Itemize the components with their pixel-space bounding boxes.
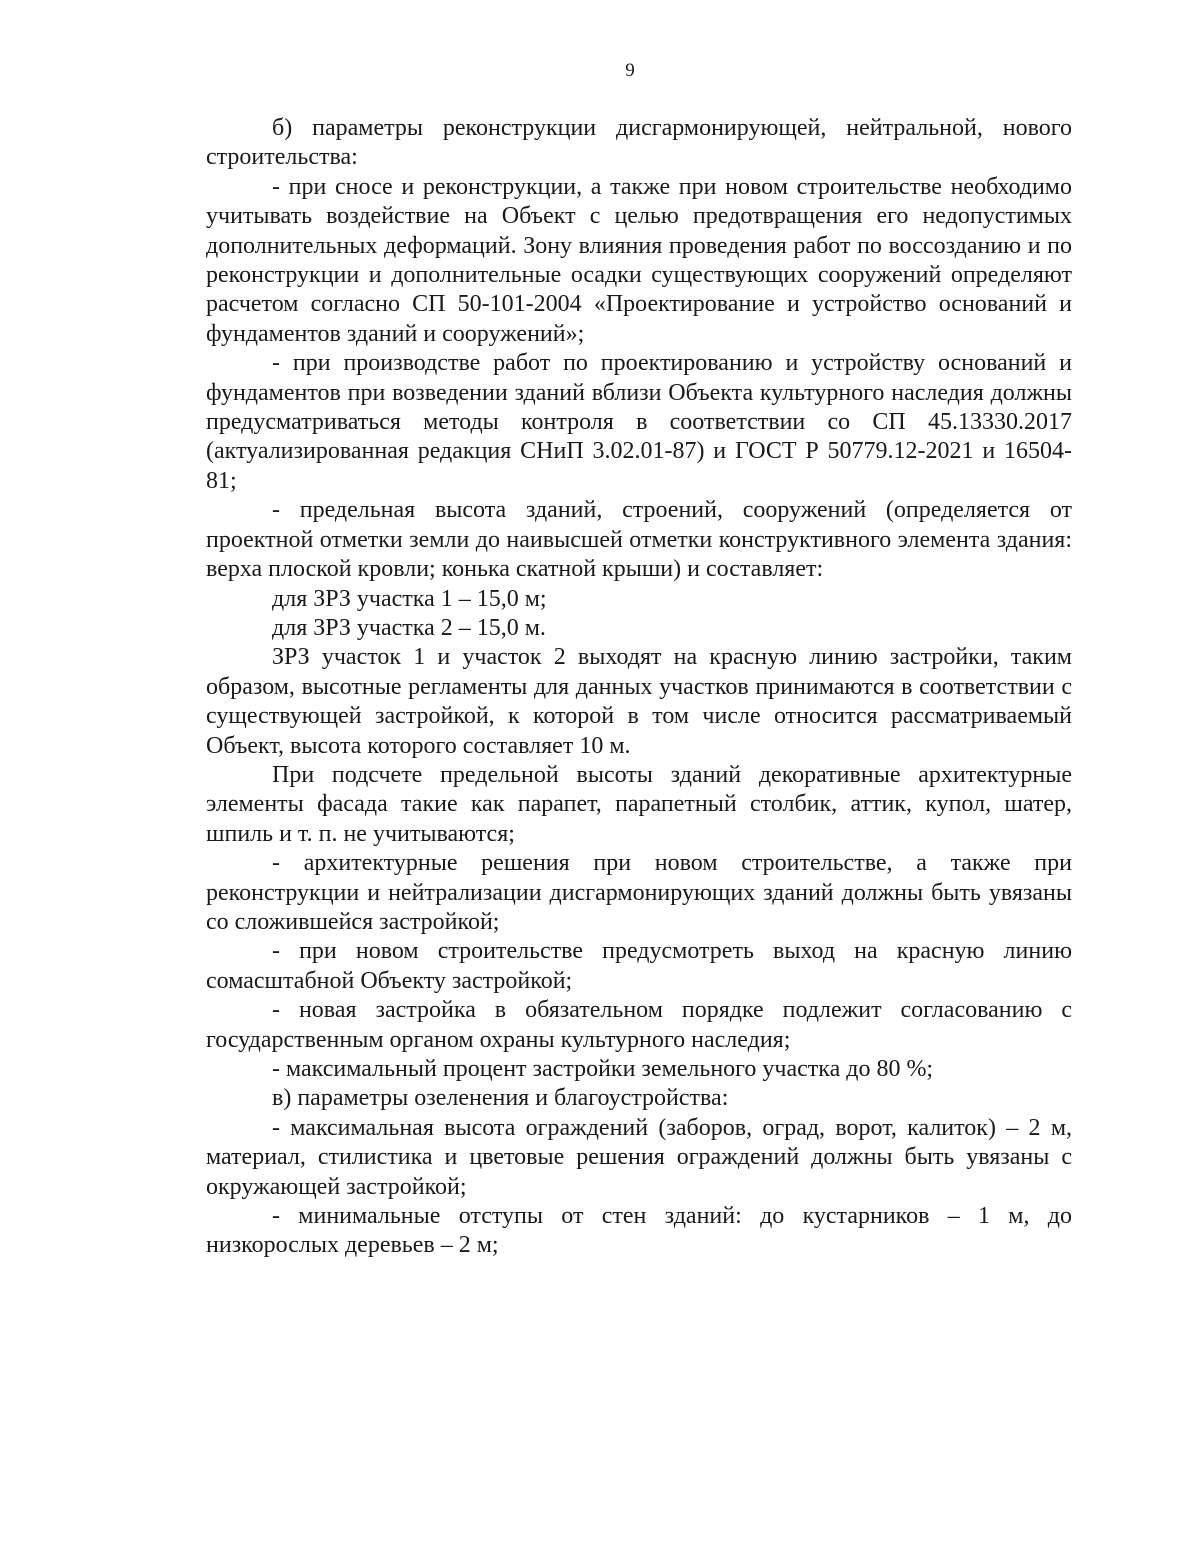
paragraph-red-line: ЗРЗ участок 1 и участок 2 выходят на красную линию застройки, таким образом, высотные регламенты для данных участков принимаются в соответствии с существующей застройкой, к которой в том числе относится рассматриваемый Объект, высота которого составляет 10 м. — [206, 644, 1072, 759]
paragraph-zone-1-height: для ЗРЗ участка 1 – 15,0 м; — [272, 585, 547, 612]
paragraph-min-setbacks: - минимальные отступы от стен зданий: до кустарников – 1 м, до низкорослых деревьев – 2 м; — [206, 1203, 1072, 1259]
paragraph-demolition-reconstruction: - при сносе и реконструкции, а также при новом строительстве необходимо учитывать воздействие на Объект с целью предотвращения его недопустимых дополнительных деформаций. Зону влияния проведения работ по воссозданию и по реконструкции и дополнительные осадки существующих сооружений определяют расчетом согласно СП 50-101-2004 «Проектирование и устройство оснований и фундаментов зданий и сооружений»; — [206, 173, 1072, 347]
paragraph-decorative-elements: При подсчете предельной высоты зданий декоративные архитектурные элементы фасада такие как парапет, парапетный столбик, аттик, купол, шатер, шпиль и т. п. не учитываются; — [206, 761, 1072, 847]
paragraph-approval: - новая застройка в обязательном порядке подлежит согласованию с государственным органом охраны культурного наследия; — [206, 997, 1072, 1053]
paragraph-max-coverage: - максимальный процент застройки земельного участка до 80 %; — [272, 1056, 934, 1082]
document-body — [206, 114, 1072, 1261]
paragraph-foundation-control: - при производстве работ по проектированию и устройству оснований и фундаментов при возведении зданий вблизи Объекта культурного наследия должны предусматриваться методы контроля в соответствии со СП 45.13330.2017 (актуализированная редакция СНиП 3.02.01-87) и ГОСТ Р 50779.12-2021 и 16504-81; — [206, 350, 1072, 494]
paragraph-height-limit: - предельная высота зданий, строений, сооружений (определяется от проектной отметки земли до наивысшей отметки конструктивного элемента здания: верха плоской кровли; конька скатной крыши) и составляет: — [206, 497, 1072, 583]
paragraph-architectural-solutions: - архитектурные решения при новом строительстве, а также при реконструкции и нейтрализации дисгармонирующих зданий должны быть увязаны со сложившейся застройкой; — [206, 850, 1072, 935]
page-number: 9 — [625, 60, 635, 81]
paragraph-red-line-exit: - при новом строительстве предусмотреть выход на красную линию сомасштабной Объекту застройкой; — [206, 938, 1072, 994]
paragraph-section-b-heading: б) параметры реконструкции дисгармонирующей, нейтральной, нового строительства: — [206, 115, 1072, 171]
paragraph-fence-height: - максимальная высота ограждений (заборов, оград, ворот, калиток) – 2 м, материал, стилистика и цветовые решения ограждений должны быть увязаны с окружающей застройкой; — [206, 1114, 1072, 1200]
paragraph-zone-2-height: для ЗРЗ участка 2 – 15,0 м. — [272, 614, 546, 641]
paragraph-section-c-heading: в) параметры озеленения и благоустройства: — [272, 1085, 729, 1112]
